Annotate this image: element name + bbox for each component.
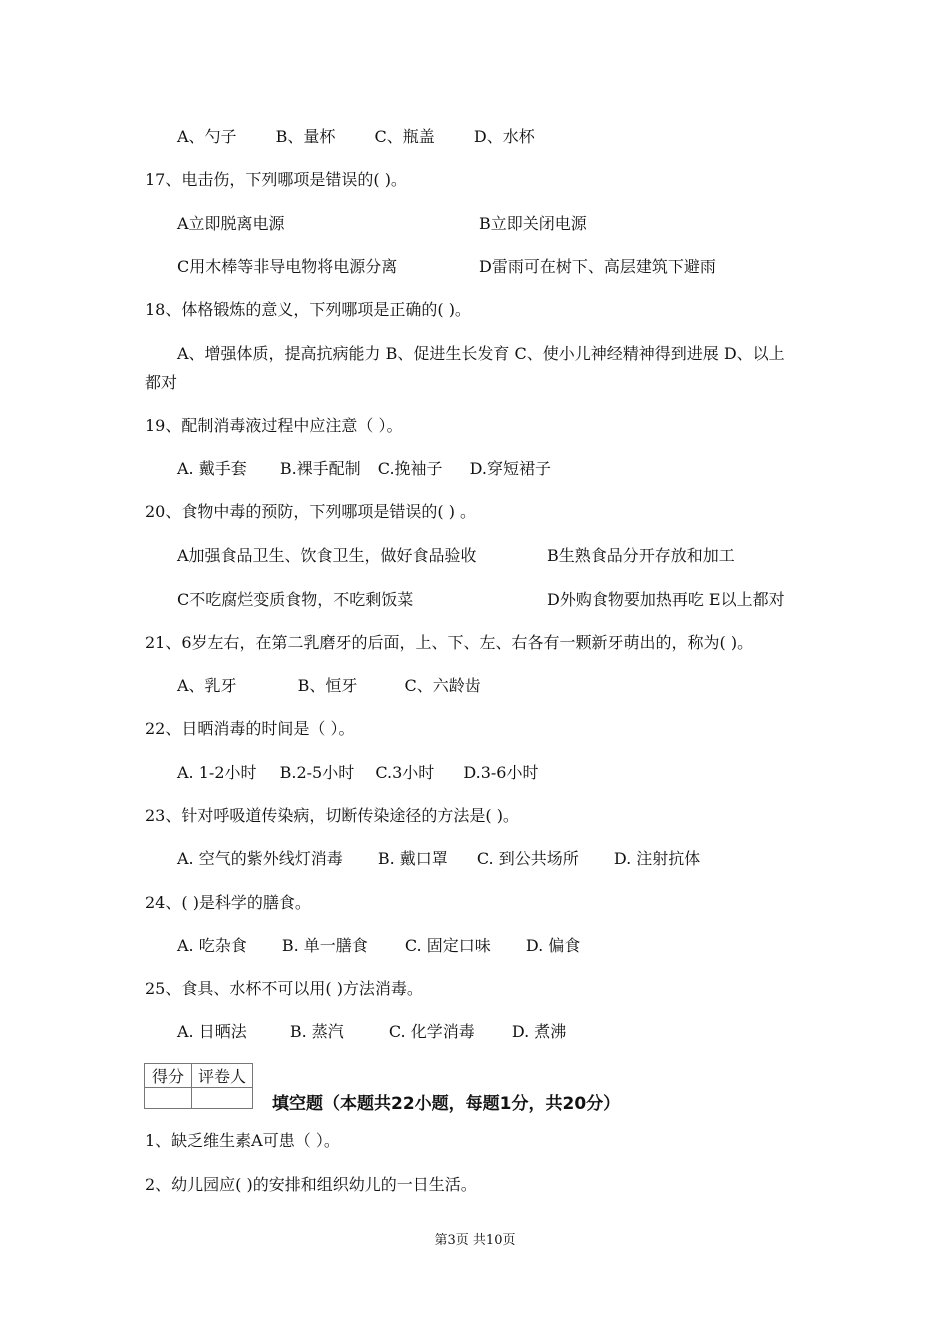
q19-options <box>177 459 551 479</box>
q24-stem: 24、( )是科学的膳食。 <box>145 893 311 912</box>
q24-option-b: B. 单一膳食 <box>281 936 368 955</box>
q16-option-d: D、水杯 <box>473 127 535 146</box>
q22-options <box>177 763 538 783</box>
q20-option-d: D外购食物要加热再吃 E以上都对 <box>547 590 785 609</box>
q17-option-b: B立即关闭电源 <box>479 214 587 233</box>
q22-option-a: A. 1-2小时 <box>177 763 257 782</box>
q22-stem: 22、日晒消毒的时间是（ ）。 <box>145 719 355 738</box>
score-cell <box>145 1088 192 1109</box>
q25-option-b: B. 蒸汽 <box>289 1022 344 1041</box>
q23-option-a: A. 空气的紫外线灯消毒 <box>177 849 343 868</box>
page-footer: 第3页 共10页 <box>434 1233 516 1248</box>
q21-option-a: A、乳牙 <box>177 676 237 695</box>
q24-option-d: D. 偏食 <box>525 936 581 955</box>
q22-option-c: C.3小时 <box>375 763 435 782</box>
q19-option-d: D.穿短裙子 <box>469 459 551 478</box>
q24-options <box>177 936 580 956</box>
q16-option-a: A、勺子 <box>177 127 237 146</box>
q20-option-c: C不吃腐烂变质食物，不吃剩饭菜 <box>177 590 414 609</box>
q23-option-c: C. 到公共场所 <box>476 849 579 868</box>
q21-options <box>177 676 481 696</box>
q25-option-d: D. 煮沸 <box>511 1022 567 1041</box>
q21-option-c: C、六龄齿 <box>404 676 481 695</box>
grader-cell <box>192 1088 253 1109</box>
q22-option-d: D.3-6小时 <box>463 763 539 782</box>
q18-options-line1: A、增强体质，提高抗病能力 B、促进生长发育 C、使小儿神经精神得到进展 D、以上 <box>177 344 785 363</box>
q21-stem: 21、6岁左右，在第二乳磨牙的后面，上、下、左、右各有一颗新牙萌出的，称为( )。 <box>145 633 754 652</box>
q24-option-c: C. 固定口味 <box>404 936 491 955</box>
q20-option-b: B生熟食品分开存放和加工 <box>547 546 735 565</box>
score-box <box>144 1063 253 1109</box>
q25-option-a: A. 日晒法 <box>177 1022 247 1041</box>
q17-option-c: C用木棒等非导电物将电源分离 <box>177 257 398 276</box>
q17-option-d: D雷雨可在树下、高层建筑下避雨 <box>479 257 716 276</box>
q19-stem: 19、配制消毒液过程中应注意（ ）。 <box>145 416 403 435</box>
fill-question-1: 1、缺乏维生素A可患（ ）。 <box>145 1131 340 1150</box>
fill-question-2: 2、幼儿园应( )的安排和组织幼儿的一日生活。 <box>145 1175 477 1194</box>
q25-options <box>177 1022 566 1042</box>
q17-stem: 17、电击伤，下列哪项是错误的( )。 <box>145 170 407 189</box>
q21-option-b: B、恒牙 <box>297 676 358 695</box>
q18-stem: 18、体格锻炼的意义，下列哪项是正确的( )。 <box>145 300 471 319</box>
q25-stem: 25、食具、水杯不可以用( )方法消毒。 <box>145 979 423 998</box>
q23-option-d: D. 注射抗体 <box>613 849 701 868</box>
q16-options <box>177 127 535 147</box>
q23-options <box>177 849 700 869</box>
section-title: 填空题（本题共22小题，每题1分，共20分） <box>272 1094 621 1114</box>
q20-option-a: A加强食品卫生、饮食卫生，做好食品验收 <box>177 546 477 565</box>
q23-option-b: B. 戴口罩 <box>377 849 448 868</box>
q16-option-c: C、瓶盖 <box>374 127 435 146</box>
q19-option-b: B.裸手配制 <box>279 459 361 478</box>
grader-label: 评卷人 <box>192 1064 253 1088</box>
q20-stem: 20、食物中毒的预防，下列哪项是错误的( ) 。 <box>145 502 477 521</box>
q24-option-a: A. 吃杂食 <box>177 936 247 955</box>
q25-option-c: C. 化学消毒 <box>388 1022 475 1041</box>
score-label: 得分 <box>145 1064 192 1088</box>
q17-option-a: A立即脱离电源 <box>177 214 285 233</box>
q19-option-a: A. 戴手套 <box>177 459 247 478</box>
q23-stem: 23、针对呼吸道传染病，切断传染途径的方法是( )。 <box>145 806 519 825</box>
q18-options-line2: 都对 <box>145 373 178 392</box>
q16-option-b: B、量杯 <box>275 127 336 146</box>
q22-option-b: B.2-5小时 <box>279 763 355 782</box>
q19-option-c: C.挽袖子 <box>377 459 443 478</box>
